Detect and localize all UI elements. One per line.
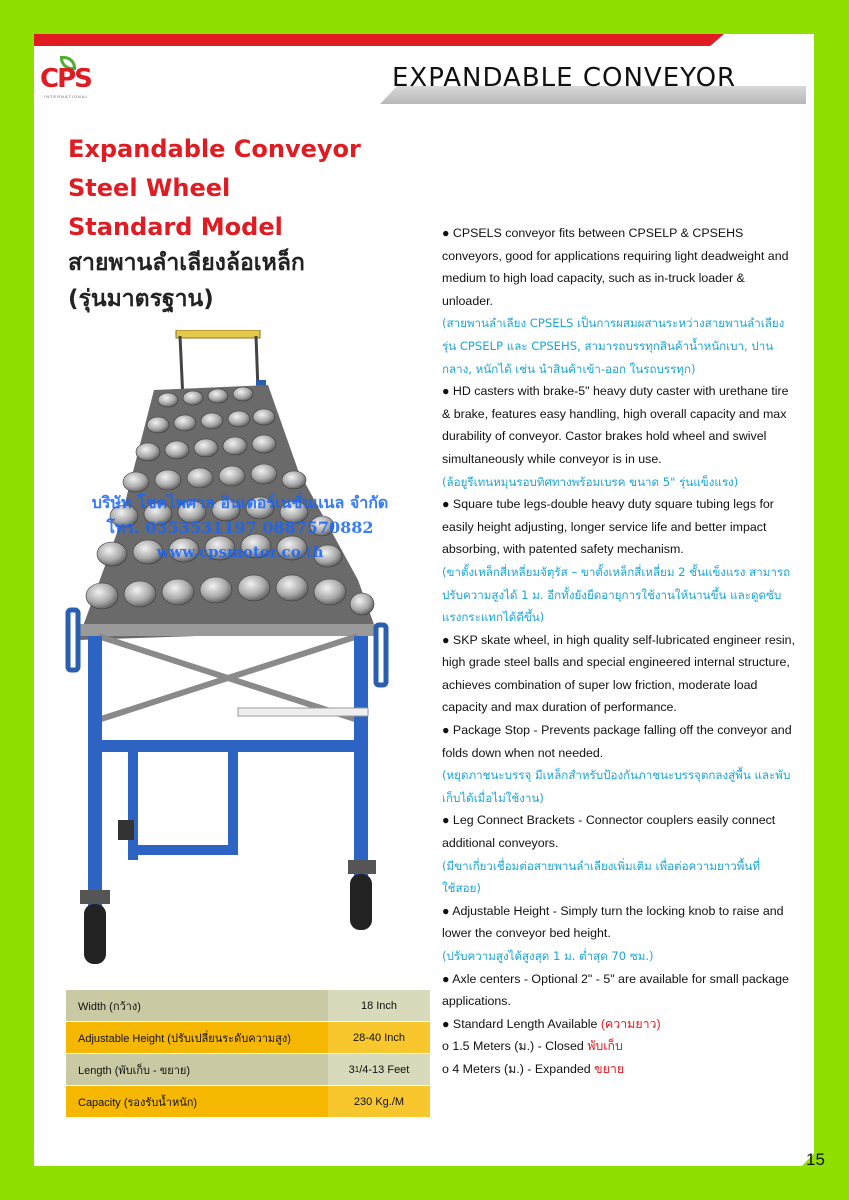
logo-subtext: INTERNATIONAL <box>44 94 89 99</box>
length-option-1 <box>442 1035 798 1058</box>
page-title: EXPANDABLE CONVEYOR <box>392 63 737 93</box>
spec-label: Adjustable Height (ปรับเปลี่ยนระดับความสูง) <box>66 1022 328 1053</box>
specs-table <box>66 990 430 1118</box>
table-row <box>66 1054 430 1085</box>
spec-value-pre: 3 <box>348 1063 355 1076</box>
feature-6-th: (มีขาเกี่ยวเชื่อมต่อสายพานลำเลียงเพิ่มเติม เพื่อต่อความยาวพื้นที่ใช้สอย) <box>442 858 760 896</box>
feature-5-th: (หยุดภาชนะบรรจุ มีเหล็กสำหรับป้องกันภาชนะบรรจุตกลงสู่พื้น และพับเก็บได้เมื่อไม่ใช้งาน) <box>442 768 791 805</box>
title-th-line-2: (รุ่นมาตรฐาน) <box>68 286 214 312</box>
title-th-line-1: สายพานลำเลียงล้อเหล็ก <box>68 250 305 276</box>
feature-9-en: ● Standard Length Available <box>442 1016 598 1031</box>
feature-1: ● CPSELS conveyor fits between CPSELP & CPSEHS conveyors, good for applications requiring light deadweight and medium to high load capacity, such as in-truck loader & unloader. <box>442 226 789 308</box>
feature-3: ● Square tube legs-double heavy duty square tubing legs for easily height adjusting, longer service life and better impact absorbing, with patented safety mechanism. <box>442 497 774 557</box>
logo-text: CPS <box>40 64 91 94</box>
feature-9 <box>442 1013 798 1036</box>
feature-2-th: (ล้อยูรีเทนหมุนรอบทิศทางพร้อมเบรค ขนาด 5" รุ่นแข็งแรง) <box>442 474 739 489</box>
feature-9-th: (ความยาว) <box>600 1016 661 1031</box>
feature-4: ● SKP skate wheel, in high quality self-lubricated engineer resin, high grade steel balls and special engineered internal structure, achieves combination of super low friction, moderate load capacity and max duration of performance. <box>442 632 796 715</box>
spec-value-post: /4-13 Feet <box>359 1063 410 1076</box>
spec-label: Width (กว้าง) <box>66 990 328 1021</box>
product-title-th <box>68 245 388 317</box>
spec-value: 28-40 Inch <box>328 1022 430 1053</box>
spec-value-sup: 1 <box>354 1065 360 1074</box>
cps-logo <box>40 56 100 100</box>
watermark-phone: โทร. 0353531197 0887570882 <box>106 518 374 537</box>
spec-label: Length (พับเก็บ - ขยาย) <box>66 1054 328 1085</box>
table-row <box>66 1086 430 1117</box>
feature-2: ● HD casters with brake-5" heavy duty caster with urethane tire & brake, features easy handling, high overall capacity and max durability of conveyor. Castor brakes hold wheel and swivel simultaneously while conveyor is in use. <box>442 384 789 466</box>
spec-value <box>328 1054 430 1085</box>
feature-list <box>442 222 798 1081</box>
watermark <box>40 490 440 565</box>
feature-1-th: (สายพานลำเลียง CPSELS เป็นการผสมผสานระหว่างสายพานลำเลียงรุ่น CPSELP และ CPSEHS, สามารถบรรทุกสินค้าน้ำหนักเบา, ปานกลาง, หนักได้ เช่น นำสินค้าเข้า-ออก ในรถบรรทุก) <box>442 316 785 376</box>
title-line-3: Standard Model <box>68 213 283 241</box>
product-title-en <box>68 130 388 247</box>
feature-8: ● Axle centers - Optional 2" - 5" are available for small package applications. <box>442 971 789 1009</box>
header-red-strip <box>34 34 724 46</box>
watermark-url: www.cpsmotor.co.th <box>156 543 324 561</box>
page-number: 15 <box>806 1150 825 1169</box>
title-line-1: Expandable Conveyor <box>68 135 361 163</box>
spec-value: 230 Kg./M <box>328 1086 430 1117</box>
feature-3-th: (ขาตั้งเหล็กสี่เหลี่ยมจัตุรัส – ขาตั้งเหล็กสี่เหลี่ยม 2 ชั้นแข็งแรง สามารถปรับความสูงได้ 1 ม. อีกทั้งยังยืดอายุการใช้งานให้นานขึ้น และดูดซับแรงกระแทกได้ดีขึ้น) <box>442 564 791 625</box>
spec-label: Capacity (รองรับน้ำหนัก) <box>66 1086 328 1117</box>
spec-value: 18 Inch <box>328 990 430 1021</box>
table-row <box>66 990 430 1021</box>
conveyor-photo <box>58 330 403 980</box>
feature-7: ● Adjustable Height - Simply turn the locking knob to raise and lower the conveyor bed height. <box>442 903 784 941</box>
title-line-2: Steel Wheel <box>68 174 231 202</box>
length-1-en: o 1.5 Meters (ม.) - Closed <box>442 1039 584 1054</box>
feature-7-th: (ปรับความสูงได้สูงสุด 1 ม. ต่ำสุด 70 ซม.) <box>442 949 654 963</box>
length-1-th: พับเก็บ <box>587 1039 623 1054</box>
table-row <box>66 1022 430 1053</box>
feature-5: ● Package Stop - Prevents package falling off the conveyor and folds down when not needed. <box>442 723 792 760</box>
feature-6: ● Leg Connect Brackets - Connector couplers easily connect additional conveyors. <box>442 813 776 851</box>
length-2-en: o 4 Meters (ม.) - Expanded <box>442 1061 591 1076</box>
length-option-2 <box>442 1058 798 1081</box>
watermark-company: บริษัท โชคไพศาล อินเตอร์เนชั่นแนล จำกัด <box>91 493 389 512</box>
length-2-th: ขยาย <box>594 1061 625 1076</box>
